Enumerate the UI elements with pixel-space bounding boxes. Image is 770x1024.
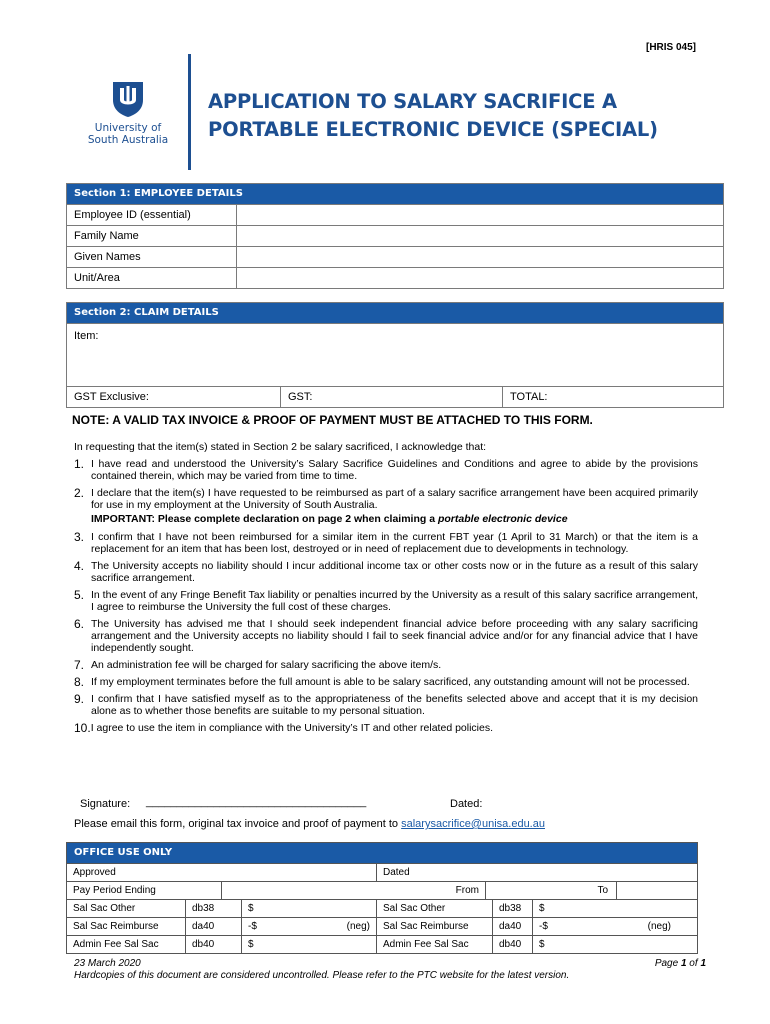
- pay-period-row: [67, 881, 697, 899]
- list-item: [74, 693, 698, 717]
- row-label: Sal Sac Reimburse: [377, 918, 493, 935]
- email-text: Please email this form, original tax invoice and proof of payment to: [74, 818, 402, 830]
- gst-field[interactable]: [281, 387, 503, 407]
- to-label: To: [486, 882, 617, 899]
- list-item: [74, 589, 698, 613]
- list-item: [74, 676, 698, 688]
- approved-row: [67, 863, 697, 881]
- list-number: 7.: [74, 658, 85, 672]
- from-label: From: [222, 882, 486, 899]
- acknowledgement-list: [74, 458, 698, 739]
- list-text: I confirm that I have satisfied myself as to the appropriateness of the benefits selected above and accept that it is my decision alone as to whether those benefits are suitable to my personal situation.: [91, 693, 698, 717]
- form-title-line1: APPLICATION TO SALARY SACRIFICE A: [208, 90, 617, 113]
- signature-label: Signature:: [80, 798, 131, 810]
- list-number: 6.: [74, 617, 85, 631]
- row-label: Sal Sac Other: [377, 900, 493, 917]
- gst-exclusive-field[interactable]: [67, 387, 281, 407]
- employee-id-field[interactable]: [237, 205, 723, 225]
- university-logo: [82, 80, 174, 146]
- row-code: db38: [186, 900, 242, 917]
- university-name-line2: South Australia: [87, 134, 169, 146]
- to-field[interactable]: [617, 882, 697, 899]
- footer-note: Hardcopies of this document are considered uncontrolled. Please refer to the PTC website for the latest version.: [74, 970, 570, 981]
- row-amount[interactable]: [242, 918, 377, 935]
- unit-area-label: Unit/Area: [67, 268, 237, 288]
- office-heading: OFFICE USE ONLY: [67, 843, 697, 863]
- item-label: Item:: [74, 330, 99, 342]
- gst-label: GST:: [288, 391, 313, 403]
- total-label: TOTAL:: [510, 391, 548, 403]
- row-code: db40: [186, 936, 242, 953]
- important-emphasis: portable electronic device: [437, 513, 568, 525]
- important-text: IMPORTANT: Please complete declaration on page 2 when claiming a: [91, 513, 438, 525]
- amount-prefix: -$: [248, 921, 257, 932]
- university-name-line1: University of: [94, 122, 162, 134]
- list-text: I confirm that I have not been reimbursed for a similar item in the current FBT year (1 April to 31 March) or that the item is a replacement for an item that has been lost, destroyed or in need of replacement due to developments in technology.: [91, 531, 698, 555]
- office-use-section: [66, 842, 698, 954]
- row-amount[interactable]: $: [242, 936, 377, 953]
- sal-sac-reimburse-row: [67, 917, 697, 935]
- dated-label: Dated:: [450, 798, 483, 810]
- list-number: 2.: [74, 486, 85, 500]
- list-text: An administration fee will be charged for salary sacrificing the above item/s.: [91, 659, 442, 671]
- document-code: [HRIS 045]: [645, 42, 696, 53]
- list-text: The University has advised me that I should seek independent financial advice before proceeding with any salary sacrificing arrangement and the University accepts no liability should I fail to seek financial advice and/or for any financial advice that I have independently sought.: [91, 618, 698, 654]
- admin-fee-row: [67, 935, 697, 953]
- neg-label: (neg): [647, 921, 671, 932]
- university-name: [82, 122, 174, 146]
- amounts-row: [67, 386, 723, 407]
- row-code: da40: [186, 918, 242, 935]
- given-names-label: Given Names: [67, 247, 237, 267]
- page-footer: [74, 958, 706, 982]
- header-divider: [188, 54, 191, 170]
- given-names-field[interactable]: [237, 247, 723, 267]
- list-item: [74, 722, 698, 734]
- row-code: da40: [493, 918, 533, 935]
- list-text: In the event of any Fringe Benefit Tax liability or penalties incurred by the University as a result of this salary sacrifice arrangement, I agree to reimburse the University the full cost of these charges.: [91, 589, 698, 613]
- list-item: [74, 531, 698, 555]
- row-amount[interactable]: $: [539, 903, 545, 914]
- pay-period-label: Pay Period Ending: [67, 882, 222, 899]
- family-name-label: Family Name: [67, 226, 237, 246]
- list-text: I agree to use the item in compliance with the University’s IT and other related policies.: [90, 722, 494, 734]
- dated-office-label: Dated: [383, 867, 410, 878]
- employee-details-section: [66, 183, 724, 289]
- list-number: 3.: [74, 530, 85, 544]
- list-number: 10.: [74, 721, 91, 735]
- page-total: 1: [700, 958, 706, 969]
- approved-label: Approved: [67, 864, 377, 881]
- email-instruction: [74, 818, 545, 830]
- list-number: 8.: [74, 675, 85, 689]
- list-number: 1.: [74, 457, 85, 471]
- list-item: [74, 560, 698, 584]
- list-number: 4.: [74, 559, 85, 573]
- unisa-crest-icon: [111, 80, 145, 118]
- row-code: db38: [493, 900, 533, 917]
- important-note: [74, 513, 698, 525]
- neg-label: (neg): [346, 921, 370, 932]
- list-item: [74, 659, 698, 671]
- page-prefix: Page: [654, 958, 681, 969]
- acknowledgement-intro: In requesting that the item(s) stated in Section 2 be salary sacrificed, I acknowledge that:: [74, 441, 487, 453]
- section2-heading: Section 2: CLAIM DETAILS: [67, 303, 723, 323]
- list-text: The University accepts no liability should I incur additional income tax or other costs now or in the future as a result of this salary sacrifice arrangement.: [91, 560, 698, 584]
- page-current: 1: [680, 958, 687, 969]
- list-text: I have read and understood the University’s Salary Sacrifice Guidelines and Conditions and agree to abide by the provisions contained therein, which may be varied from time to time.: [91, 458, 698, 482]
- section1-heading: Section 1: EMPLOYEE DETAILS: [67, 184, 723, 204]
- row-label: Sal Sac Reimburse: [67, 918, 186, 935]
- signature-line[interactable]: ____________________________________: [146, 796, 367, 808]
- gst-exclusive-label: GST Exclusive:: [74, 391, 149, 403]
- form-title: [208, 88, 658, 144]
- employee-id-label: Employee ID (essential): [67, 205, 237, 225]
- row-label: Sal Sac Other: [67, 900, 186, 917]
- row-amount[interactable]: [533, 918, 697, 935]
- sal-sac-other-row: [67, 899, 697, 917]
- form-title-line2: PORTABLE ELECTRONIC DEVICE (SPECIAL): [208, 118, 658, 141]
- invoice-note: NOTE: A VALID TAX INVOICE & PROOF OF PAYMENT MUST BE ATTACHED TO THIS FORM.: [72, 413, 593, 427]
- list-item: [74, 487, 698, 511]
- list-number: 9.: [74, 692, 85, 706]
- total-field[interactable]: [503, 387, 723, 407]
- row-label: Admin Fee Sal Sac: [67, 936, 186, 953]
- unit-area-field[interactable]: [237, 268, 723, 288]
- amount-prefix: -$: [539, 921, 548, 932]
- given-names-row: [67, 246, 723, 267]
- row-amount[interactable]: $: [242, 900, 377, 917]
- family-name-row: [67, 225, 723, 246]
- family-name-field[interactable]: [237, 226, 723, 246]
- list-item: [74, 618, 698, 654]
- row-amount[interactable]: $: [539, 939, 545, 950]
- page-number: [655, 958, 706, 970]
- employee-id-row: [67, 204, 723, 225]
- unit-area-row: [67, 267, 723, 288]
- list-item: [74, 458, 698, 482]
- item-field[interactable]: [67, 323, 723, 386]
- claim-details-section: [66, 302, 724, 408]
- list-text: I declare that the item(s) I have requested to be reimbursed as part of a salary sacrifice arrangement have been acquired primarily for use in my employment at the University of South Australia.: [91, 487, 698, 511]
- page-of: of: [686, 958, 701, 969]
- list-text: If my employment terminates before the full amount is able to be salary sacrificed, any outstanding amount will not be processed.: [91, 676, 690, 688]
- row-label: Admin Fee Sal Sac: [377, 936, 493, 953]
- list-number: 5.: [74, 588, 85, 602]
- footer-date: 23 March 2020: [74, 958, 141, 969]
- email-link[interactable]: salarysacrifice@unisa.edu.au: [401, 818, 545, 830]
- row-code: db40: [493, 936, 533, 953]
